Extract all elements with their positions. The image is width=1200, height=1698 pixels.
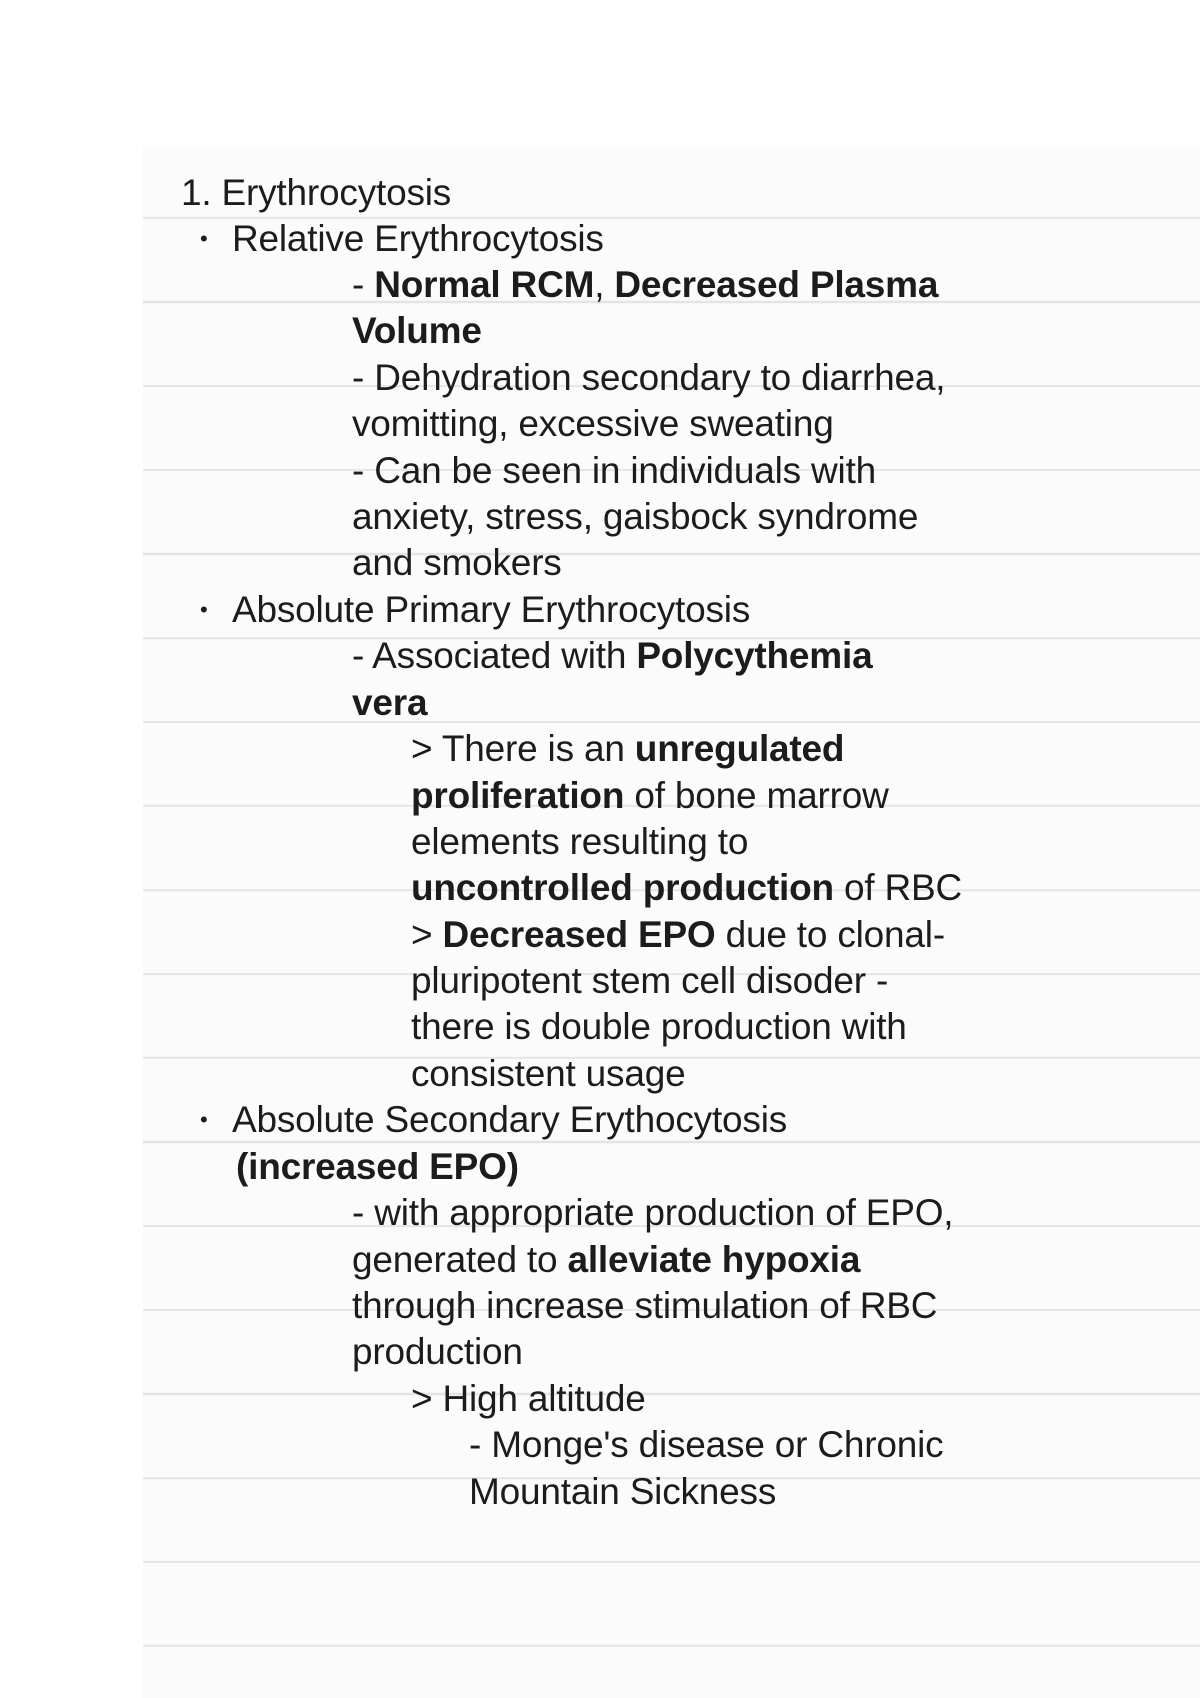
section-title-secondary: Absolute Secondary Erythocytosis: [232, 1099, 788, 1140]
note-line: consistent usage: [411, 1053, 686, 1094]
note-line: > Decreased EPO due to clonal-: [411, 914, 945, 955]
note-line: Mountain Sickness: [469, 1471, 777, 1512]
note-line: > There is an unregulated: [411, 728, 845, 769]
bullet-icon: •: [200, 226, 208, 251]
note-line: - Associated with Polycythemia: [352, 635, 873, 676]
note-line: anxiety, stress, gaisbock syndrome: [352, 496, 919, 537]
note-line: elements resulting to: [411, 821, 749, 862]
note-line: and smokers: [352, 542, 562, 583]
bullet-icon: •: [200, 597, 208, 622]
note-line: proliferation of bone marrow: [411, 775, 889, 816]
note-line: generated to alleviate hypoxia: [352, 1239, 861, 1280]
note-line: > High altitude: [411, 1378, 646, 1419]
note-line: - Dehydration secondary to diarrhea,: [352, 357, 946, 398]
note-line: uncontrolled production of RBC: [411, 867, 963, 908]
note-line: - with appropriate production of EPO,: [352, 1192, 954, 1233]
note-line: vera: [352, 682, 428, 723]
section-title-primary: Absolute Primary Erythrocytosis: [232, 589, 751, 630]
note-line: there is double production with: [411, 1006, 907, 1047]
section-title-secondary-cont: (increased EPO): [236, 1146, 519, 1187]
note-line: - Can be seen in individuals with: [352, 450, 877, 491]
note-line: production: [352, 1331, 523, 1372]
bullet-icon: •: [200, 1107, 208, 1132]
note-line: Volume: [352, 310, 482, 351]
page-title: 1. Erythrocytosis: [181, 172, 452, 213]
note-line: - Monge's disease or Chronic: [469, 1424, 944, 1465]
note-line: pluripotent stem cell disoder -: [411, 960, 889, 1001]
note-line: - Normal RCM, Decreased Plasma: [352, 264, 939, 305]
note-line: vomitting, excessive sweating: [352, 403, 834, 444]
section-title-relative: Relative Erythrocytosis: [232, 218, 604, 259]
note-line: through increase stimulation of RBC: [352, 1285, 938, 1326]
